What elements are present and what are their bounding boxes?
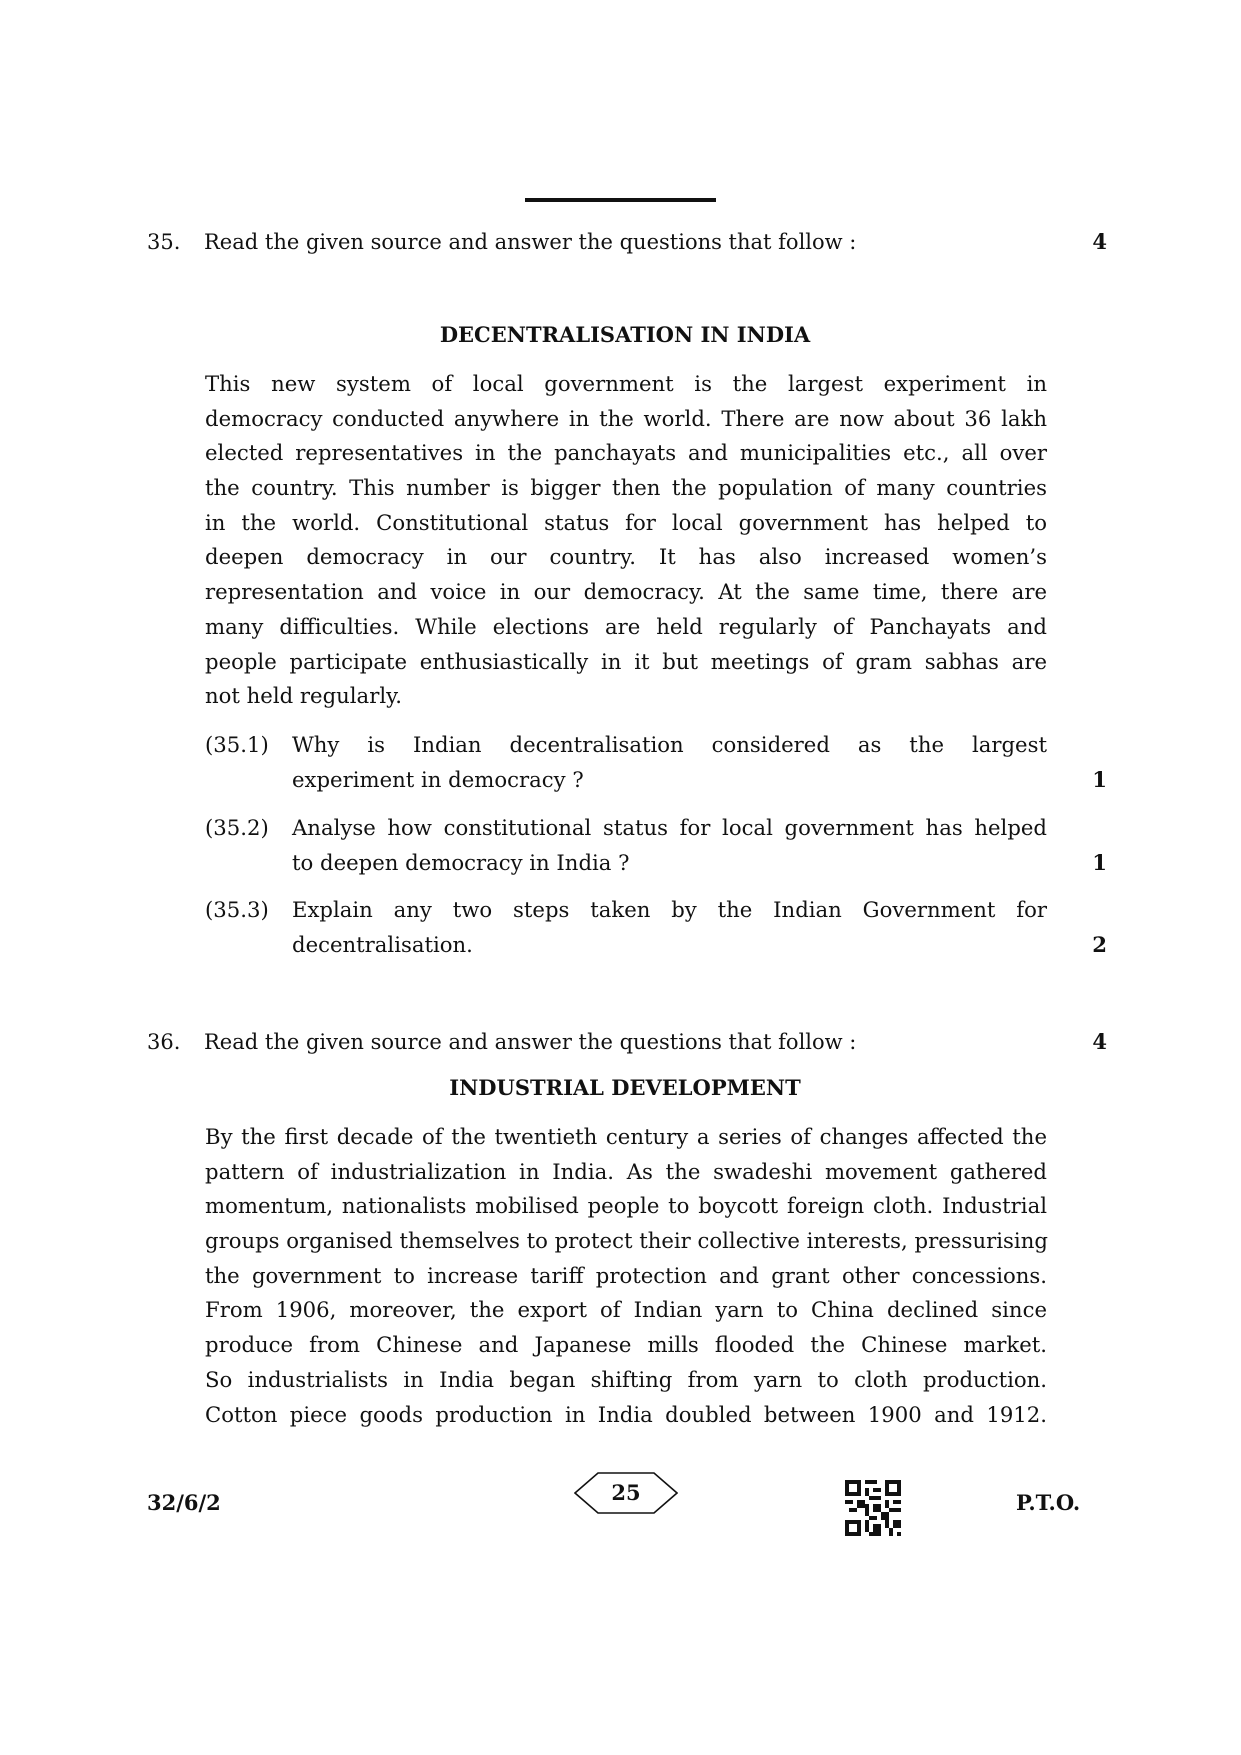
passage-line: people participate enthusiastically in it but meetings of gram sabhas are (205, 648, 1047, 674)
question-prompt: Read the given source and answer the questions that follow : (204, 1030, 857, 1054)
passage-line: groups organised themselves to protect their collective interests, pressurising (205, 1228, 1048, 1254)
passage-line: representation and voice in our democracy. At the same time, there are (205, 579, 1047, 605)
subquestion-label: (35.3) (205, 897, 269, 922)
passage-line: pattern of industrialization in India. As the swadeshi movement gathered (205, 1158, 1047, 1184)
paper-code: 32/6/2 (147, 1490, 221, 1515)
passage-line: Cotton piece goods production in India doubled between 1900 and 1912. (205, 1401, 1047, 1427)
passage-line: This new system of local government is the largest experiment in (205, 371, 1047, 396)
please-turn-over: P.T.O. (1016, 1490, 1081, 1515)
source-passage (205, 1120, 1047, 1432)
question-number: 36. (147, 1030, 181, 1054)
passage-line: momentum, nationalists mobilised people to boycott foreign cloth. Industrial (205, 1193, 1047, 1219)
subquestion-marks: 2 (1092, 931, 1107, 957)
passage-line: in the world. Constitutional status for local government has helped to (205, 509, 1047, 535)
question-marks: 4 (1092, 229, 1107, 254)
subquestion-line: decentralisation. (292, 931, 473, 957)
page-number-badge (574, 1472, 678, 1514)
source-title: INDUSTRIAL DEVELOPMENT (449, 1075, 801, 1100)
subquestion-label: (35.2) (205, 815, 269, 840)
qr-code-icon (845, 1479, 901, 1537)
source-passage (205, 367, 1047, 714)
subquestion-marks: 1 (1092, 849, 1107, 875)
subquestion-line: experiment in democracy ? (292, 766, 584, 792)
question-marks: 4 (1092, 1029, 1107, 1054)
passage-line: not held regularly. (205, 683, 402, 709)
question-prompt: Read the given source and answer the questions that follow : (204, 230, 857, 254)
passage-line: many difficulties. While elections are held regularly of Panchayats and (205, 613, 1047, 639)
page-number: 25 (611, 1480, 641, 1505)
passage-line: From 1906, moreover, the export of Indian yarn to China declined since (205, 1297, 1047, 1323)
passage-line: By the first decade of the twentieth century a series of changes affected the (205, 1124, 1047, 1149)
passage-line: deepen democracy in our country. It has also increased women’s (205, 544, 1047, 570)
subquestion-line: Analyse how constitutional status for local government has helped (292, 815, 1047, 840)
separator-rule (525, 198, 716, 202)
subquestion-line: Explain any two steps taken by the Indian Government for (292, 897, 1047, 922)
subquestion-line: Why is Indian decentralisation considered as the largest (292, 732, 1047, 757)
passage-line: elected representatives in the panchayats and municipalities etc., all over (205, 440, 1047, 466)
passage-line: produce from Chinese and Japanese mills flooded the Chinese market. (205, 1332, 1047, 1358)
subquestion-label: (35.1) (205, 732, 269, 757)
passage-line: the government to increase tariff protection and grant other concessions. (205, 1262, 1047, 1288)
subquestion-marks: 1 (1092, 766, 1107, 792)
subquestion-line: to deepen democracy in India ? (292, 849, 630, 875)
question-number: 35. (147, 230, 181, 254)
passage-line: the country. This number is bigger then the population of many countries (205, 475, 1047, 501)
passage-line: So industrialists in India began shifting from yarn to cloth production. (205, 1366, 1047, 1392)
passage-line: democracy conducted anywhere in the world. There are now about 36 lakh (205, 405, 1047, 431)
source-title: DECENTRALISATION IN INDIA (439, 322, 811, 347)
